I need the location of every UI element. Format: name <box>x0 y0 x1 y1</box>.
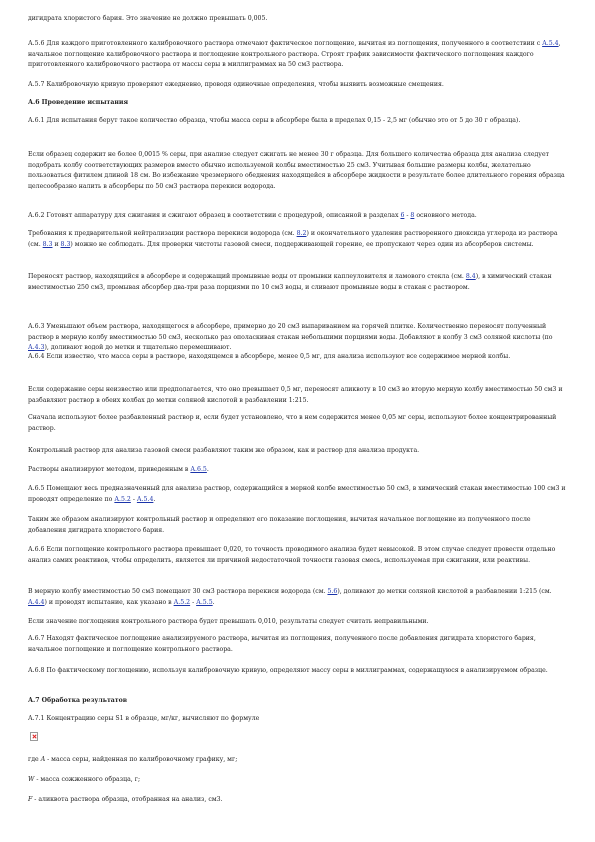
link-a-5-2[interactable]: А.5.2 <box>173 598 191 606</box>
link-a-5-2[interactable]: А.5.2 <box>114 495 131 503</box>
paragraph: Если образец содержит не более 0,0015 % серы, при анализе следует сжигать не менее 30 г образца. Для большего количества образца для анализа следует подобрать колбу соответствующих размеров вместо обычно используемой колбы вместимостью 25 см3. Учитывая большие размеры колбы, желательно пользоваться фитилем длиной 18 см. Во избежание чрезмерного обеднения находящейся в абсорбере жидкости в результате более длительного горения образца целесообразно налить в абсорберы по 50 см3 раствора перекиси водорода. <box>28 151 565 190</box>
paragraph: Контрольный раствор для анализа газовой смеси разбавляют таким же образом, как и раствор для анализа продукта. <box>28 447 420 454</box>
paragraph-a-7-1: А.7.1 Концентрацию серы S1 в образце, мг/кг, вычисляют по формуле <box>28 715 260 722</box>
link-5-6[interactable]: 5.6 <box>327 588 338 595</box>
paragraph: Если содержание серы неизвестно или предполагается, что оно превышает 0,5 мг, переносят аликвоту в 10 см3 во вторую мерную колбу вместимостью 50 см3 и разбавляют раствор в обеих колбах до метки соляной кислотой в разбавлении 1:215. <box>28 386 563 404</box>
formula-image-icon <box>30 732 38 741</box>
paragraph-a-6-2: А.6.2 Готовят аппаратуру для сжигания и сжигают образец в соответствии с процедурой, описанной в разделах 6 - 8 основного метода. <box>28 212 477 219</box>
paragraph-a-6-8: А.6.8 По фактическому поглощению, используя калибровочную кривую, определяют массу серы в миллиграммах, содержащуюся в анализируемом образце. <box>28 667 548 674</box>
section-heading-a-6: А.6 Проведение испытания <box>28 99 129 106</box>
paragraph: Растворы анализируют методом, приведенным в А.6.5. <box>28 466 209 473</box>
link-8-2[interactable]: 8.2 <box>296 230 307 237</box>
paragraph: Требования к предварительной нейтрализации раствора перекиси водорода (см. 8.2) и окончательного удаления растворенного диоксида углерода из раствора (см. 8.3 и 8.3) можно не соблюдать. Для проверки чистоты газовой смеси, поддерживающей горение, ее пропускают через один из абсорберов системы. <box>28 230 558 248</box>
paragraph: Сначала используют более разбавленный раствор и, если будет установлено, что в нем содержится менее 0,05 мг серы, используют более концентрированный раствор. <box>28 414 557 432</box>
paragraph: В мерную колбу вместимостью 50 см3 помещают 30 см3 раствора перекиси водорода (см. 5.6), доливают до метки соляной кислотой в разбавлении 1:215 (см. А.4.4) и проводят испытание, как указано в А.5.2 - А.5.5. <box>28 588 552 606</box>
paragraph: Если значение поглощения контрольного раствора будет превышать 0,010, результаты следует считать неправильными. <box>28 618 429 625</box>
link-a-6-5[interactable]: А.6.5 <box>190 466 207 473</box>
link-a-4-4[interactable]: А.4.4 <box>28 598 45 606</box>
link-8-4[interactable]: 8.4 <box>465 273 476 280</box>
link-a-4-3[interactable]: А.4.3 <box>28 344 45 352</box>
paragraph-a-6-5: А.6.5 Помещают весь предназначенный для анализа раствор, содержащийся в мерной колбе вместимостью 50 см3, в химический стакан вместимостью 100 см3 и проводят определение по А.5.2 - А.5.4. <box>28 485 566 503</box>
link-a-5-4[interactable]: А.5.4 <box>542 40 559 47</box>
link-8-3[interactable]: 8.3 <box>42 240 53 248</box>
paragraph-a-6-3: А.6.3 Уменьшают объем раствора, находящегося в абсорбере, примерно до 20 см3 выпариванием на горячей плитке. Количественно переносят полученный раствор в мерную колбу вместимостью 50 см3, несколько раз ополаскивая стакан небольшими порциями воды. Добавляют в колбу 3 см3 соляной кислоты (по А.4.3), доливают водой до метки и тщательно перемешивают. <box>28 323 553 352</box>
link-section-8[interactable]: 8 <box>410 212 415 219</box>
paragraph-a-5-7: А.5.7 Калибровочную кривую проверяют ежедневно, проводя одиночные определения, чтобы выявить возможные смещения. <box>28 81 444 88</box>
paragraph-a-6-1: А.6.1 Для испытания берут такое количество образца, чтобы масса серы в абсорбере была в пределах 0,15 - 2,5 мг (обычно это от 5 до 30 г образца). <box>28 117 521 124</box>
link-8-3[interactable]: 8.3 <box>60 240 71 248</box>
paragraph: дигидрата хлористого бария. Это значение не должно превышать 0,005. <box>28 15 268 22</box>
paragraph-a-6-4: А.6.4 Если известно, что масса серы в растворе, находящемся в абсорбере, менее 0,5 мг, для анализа используют все содержимое мерной колбы. <box>28 353 511 360</box>
formula-legend-a: где A - масса серы, найденная по калибровочному графику, мг; <box>28 756 238 763</box>
link-a-5-4[interactable]: А.5.4 <box>136 495 154 503</box>
formula-legend-w: W - масса сожженного образца, г; <box>28 776 141 783</box>
paragraph: Таким же образом анализируют контрольный раствор и определяют его показание поглощения, вычитая начальное поглощение из полученного после добавления дигидрата хлористого бария. <box>28 516 531 534</box>
paragraph: Переносят раствор, находящийся в абсорбере и содержащий промывные воды от промывки каплеуловителя и ламового стекла (см. 8.4), в химический стакан вместимостью 250 см3, промывая абсорбер два-три раза порциями по 10 см3 воды, и сливают промывные воды в стакан с раствором. <box>28 273 552 291</box>
link-a-5-5[interactable]: А.5.5 <box>196 598 213 606</box>
paragraph-a-6-6: А.6.6 Если поглощение контрольного раствора превышает 0,020, то точность проводимого анализа будет невысокой. В этом случае следует провести отдельно анализ самих реактивов, чтобы определить, является ли причиной недостаточной точности газовая смесь, используемая при сжигании, или реактивы. <box>28 546 556 564</box>
paragraph-a-5-6: А.5.6 Для каждого приготовленного калибровочного раствора отмечают фактическое поглощение, вычитая из поглощения, полученного в соответствии с А.5.4, начальное поглощение калибровочного раствора и поглощение контрольного раствора. Строят график зависимости фактического поглощения каждого приготовленного калибровочного раствора от массы серы в миллиграммах на 50 см3 раствора. <box>28 40 561 69</box>
link-section-6[interactable]: 6 <box>400 212 405 219</box>
formula-legend-f: F - аликвота раствора образца, отобранная на анализ, см3. <box>28 796 223 803</box>
section-heading-a-7: А.7 Обработка результатов <box>28 697 128 704</box>
paragraph-a-6-7: А.6.7 Находят фактическое поглощение анализируемого раствора, вычитая из поглощения, полученного после добавления дигидрата хлористого бария, начальное поглощение и поглощение контрольного раствора. <box>28 635 536 653</box>
